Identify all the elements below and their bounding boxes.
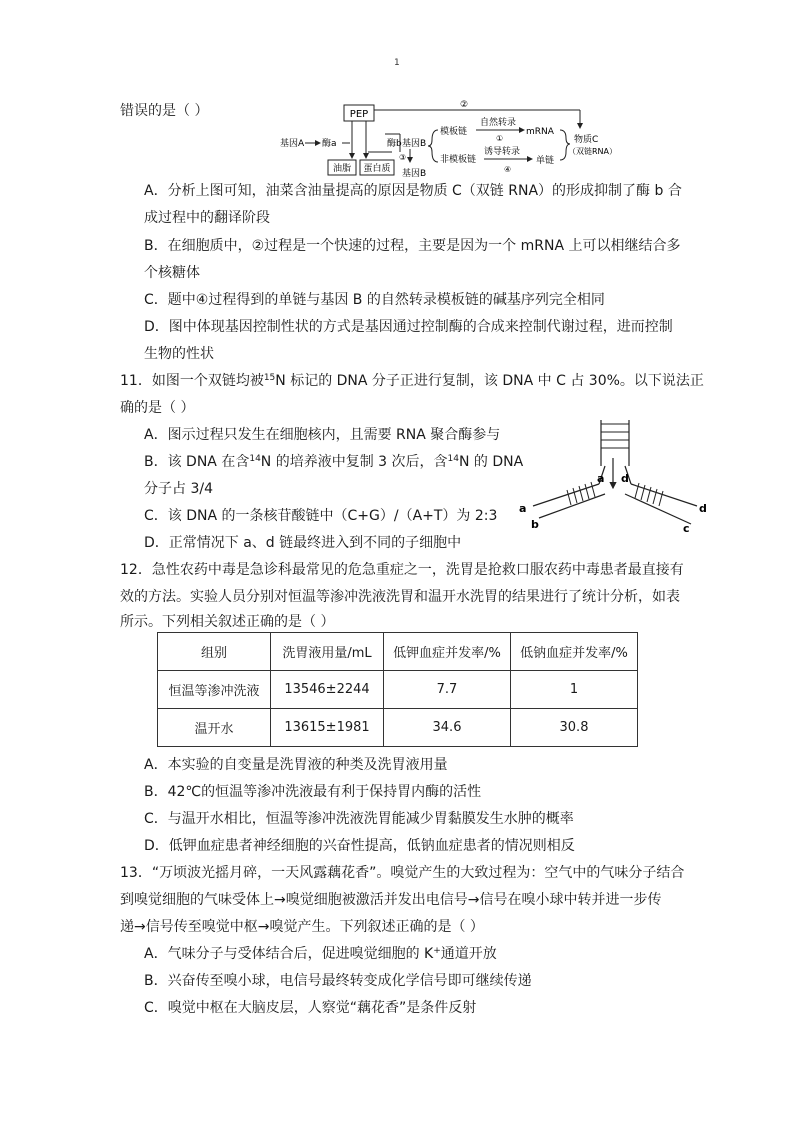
table-header-cell: 组别	[158, 633, 271, 671]
dna-replication-figure	[515, 414, 715, 538]
page-number: 1	[394, 58, 400, 68]
gene-b2-label: 基因B	[402, 169, 427, 178]
strand-a-left-label: a	[519, 502, 527, 515]
step2-label: ②	[459, 100, 469, 110]
natural-label: 自然转录	[480, 118, 517, 128]
q12-option-c: C．与温开水相比，恒温等渗冲洗液洗胃能减少胃黏膜发生水肿的概率	[144, 811, 574, 827]
table-cell: 7.7	[384, 671, 511, 709]
table-header-cell: 低钾血症并发率/%	[384, 633, 511, 671]
table-cell: 13546±2244	[271, 671, 384, 709]
table-row	[158, 671, 638, 709]
template-label: 模板链	[440, 127, 468, 137]
q10-option-a-line1: A．分析上图可知，油菜含油量提高的原因是物质 C（双链 RNA）的形成抑制了酶 b 合	[144, 183, 682, 199]
gene-a-label: 基因A	[280, 139, 305, 149]
single-strand-label: 单链	[536, 156, 555, 166]
q13-stem-line2: 到嗅觉细胞的气味受体上→嗅觉细胞被激活并发出电信号→信号在嗅小球中转并进一步传	[120, 892, 662, 908]
nontemplate-label: 非模板链	[440, 155, 477, 165]
gene-b-label: 基因B	[402, 139, 427, 149]
table-row	[158, 709, 638, 747]
table-cell: 温开水	[158, 709, 271, 747]
q12-option-a: A．本实验的自变量是洗胃液的种类及洗胃液用量	[144, 757, 448, 773]
q12-option-d: D．低钾血症患者神经细胞的兴奋性提高，低钠血症患者的情况则相反	[144, 838, 575, 854]
table-cell: 34.6	[384, 709, 511, 747]
protein-label: 蛋白质	[363, 164, 391, 174]
table-header-cell: 低钠血症并发率/%	[511, 633, 638, 671]
q10-option-a-line2: 成过程中的翻译阶段	[144, 210, 270, 226]
q11-stem-line2: 确的是（ ）	[120, 400, 195, 416]
q11-option-c: C．该 DNA 的一条核苷酸链中（C+G）/（A+T）为 2:3	[144, 508, 498, 524]
q12-option-b: B．42℃的恒温等渗冲洗液最有利于保持胃内酶的活性	[144, 784, 482, 800]
fat-label: 油脂	[332, 164, 352, 174]
table-cell: 1	[511, 671, 638, 709]
q12-stem-line2: 效的方法。实验人员分别对恒温等渗冲洗液洗胃和温开水洗胃的结果进行了统计分析，如表	[120, 589, 680, 605]
q11-option-a: A．图示过程只发生在细胞核内，且需要 RNA 聚合酶参与	[144, 427, 501, 443]
q12-stem-line1: 12．急性农药中毒是急诊科最常见的危急重症之一，洗胃是抢救口服农药中毒患者最直接有	[120, 562, 684, 578]
strand-a-label: a	[597, 472, 605, 485]
strand-c-label: c	[683, 522, 690, 535]
step1-label: ①	[496, 134, 504, 143]
q10-option-c: C．题中④过程得到的单链与基因 B 的自然转录模板链的碱基序列完全相同	[144, 292, 605, 308]
q13-option-c: C．嗅觉中枢在大脑皮层，人察觉“藕花香”是条件反射	[144, 1000, 477, 1016]
step3-label: ③	[399, 153, 407, 162]
q13-option-a: A．气味分子与受体结合后，促进嗅觉细胞的 K+通道开放	[144, 946, 497, 962]
enzyme-a-label: 酶a	[322, 139, 337, 149]
substance-c-label: 物质C	[574, 135, 599, 145]
q13-stem-line3: 递→信号传至嗅觉中枢→嗅觉产生。下列叙述正确的是（ ）	[120, 919, 484, 935]
table-header-row	[158, 633, 638, 671]
pep-label: PEP	[349, 109, 369, 120]
q10-option-b-line1: B．在细胞质中，②过程是一个快速的过程，主要是因为一个 mRNA 上可以相继结合多	[144, 238, 681, 254]
table-cell: 恒温等渗冲洗液	[158, 671, 271, 709]
induced-label: 诱导转录	[484, 147, 521, 157]
q11-option-b-line1: B．该 DNA 在含$^{14}$N 的培养液中复制 3 次后，含$^{14}$N 的 DNA	[144, 454, 524, 470]
table-header-cell: 洗胃液用量/mL	[271, 633, 384, 671]
q12-stem-line3: 所示。下列相关叙述正确的是（ ）	[120, 614, 335, 630]
q10-option-d-line1: D．图中体现基因控制性状的方式是基因通过控制酶的合成来控制代谢过程，进而控制	[144, 319, 673, 335]
q11-stem-line1: 11．如图一个双链均被$^{15}$N 标记的 DNA 分子正进行复制，该 DNA 中 C 占 30%。以下说法正	[120, 373, 704, 389]
strand-d-right-label: d	[699, 502, 707, 515]
q10-stem-tail: 错误的是（ ）	[120, 103, 209, 119]
q10-option-b-line2: 个核糖体	[144, 265, 200, 281]
step4-label: ④	[504, 165, 512, 174]
strand-d-label: d	[621, 472, 629, 485]
q10-metabolic-diagram	[280, 96, 640, 178]
q11-option-b-line2: 分子占 3/4	[144, 481, 213, 497]
strand-b-label: b	[531, 518, 539, 531]
q10-option-d-line2: 生物的性状	[144, 346, 214, 362]
mrna-label: mRNA	[526, 127, 554, 137]
q13-stem-line1: 13．“万顷波光摇月碎，一天风露藕花香”。嗅觉产生的大致过程为：空气中的气味分子结合	[120, 865, 685, 881]
table-cell: 13615±1981	[271, 709, 384, 747]
table-cell: 30.8	[511, 709, 638, 747]
q11-option-d: D．正常情况下 a、d 链最终进入到不同的子细胞中	[144, 535, 462, 551]
gastric-lavage-table	[157, 632, 638, 747]
enzyme-b-label: 酶b	[387, 139, 402, 149]
double-rna-label: （双链RNA）	[568, 147, 618, 156]
q13-option-b: B．兴奋传至嗅小球，电信号最终转变成化学信号即可继续传递	[144, 973, 532, 989]
